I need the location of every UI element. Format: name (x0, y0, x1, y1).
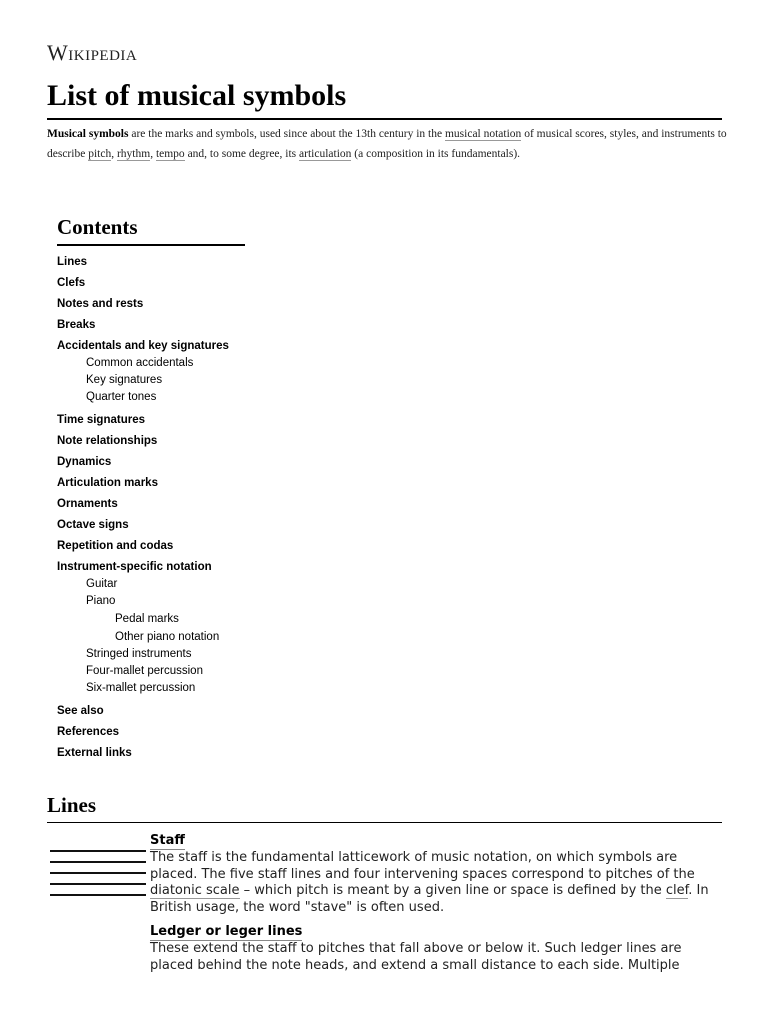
link-diatonic-scale[interactable]: diatonic scale (150, 883, 240, 898)
intro-text: are the marks and symbols, used since about the 13th century in the (128, 128, 445, 140)
toc-item-accidentals-and-key-signatures[interactable]: Accidentals and key signatures (57, 340, 229, 352)
toc-item-octave-signs[interactable]: Octave signs (57, 519, 129, 531)
toc-subsubitem-other-piano-notation[interactable]: Other piano notation (115, 631, 220, 643)
toc-item-see-also[interactable]: See also (57, 705, 104, 717)
toc-item-clefs[interactable]: Clefs (57, 277, 86, 289)
toc-item-ornaments[interactable]: Ornaments (57, 498, 118, 510)
staff-desc-text: – which pitch is meant by a given line or space is defined by the (239, 883, 666, 898)
toc-subitem-piano[interactable]: Piano (86, 595, 116, 607)
toc-item-references[interactable]: References (57, 726, 120, 738)
intro-text: and, to some degree, its (184, 148, 300, 160)
intro-text: , (111, 148, 117, 160)
toc-subitem-six-mallet-percussion[interactable]: Six-mallet percussion (86, 682, 196, 694)
ledger-entry (150, 920, 720, 974)
toc-subsubitem-pedal-marks[interactable]: Pedal marks (115, 613, 179, 625)
page-title: List of musical symbols (47, 78, 722, 120)
link-rhythm[interactable]: rhythm (116, 148, 151, 160)
toc-item-dynamics[interactable]: Dynamics (57, 456, 112, 468)
toc-item-lines[interactable]: Lines (57, 256, 88, 268)
staff-entry (150, 829, 720, 916)
toc-item-breaks[interactable]: Breaks (57, 319, 96, 331)
wikipedia-wordmark[interactable]: Wikipedia (47, 40, 138, 65)
link-pitch[interactable]: pitch (88, 148, 112, 160)
staff-desc-text: . In British usage, the word "stave" is often used. (150, 883, 709, 915)
toc-subitem-guitar[interactable]: Guitar (86, 578, 118, 590)
ledger-description: These extend the staff to pitches that fall above or below it. Such ledger lines are placed behind the note heads, and extend a small distance to each side. Multiple (150, 941, 682, 973)
toc-item-note-relationships[interactable]: Note relationships (57, 435, 158, 447)
link-tempo[interactable]: tempo (155, 148, 185, 160)
staff-line (50, 861, 146, 863)
toc-subitem-four-mallet-percussion[interactable]: Four-mallet percussion (86, 665, 203, 677)
toc-heading: Contents (57, 214, 245, 246)
toc-subitem-common-accidentals[interactable]: Common accidentals (86, 357, 194, 369)
staff-line (50, 872, 146, 874)
table-of-contents (57, 214, 257, 766)
intro-text: (a composition in its fundamentals). (351, 148, 521, 160)
section-heading-lines: Lines (47, 792, 722, 823)
staff-desc-text: The staff is the fundamental latticework of music notation, on which symbols are placed. The five staff lines and four intervening spaces correspond to pitches of the (150, 850, 695, 882)
staff-lines-figure (50, 830, 148, 900)
toc-item-external-links[interactable]: External links (57, 747, 132, 759)
toc-item-articulation-marks[interactable]: Articulation marks (57, 477, 158, 489)
intro-text: of musical scores, styles, and instruments to describe (47, 128, 727, 160)
link-musical-notation[interactable]: musical notation (444, 128, 522, 140)
toc-list (57, 254, 257, 766)
ledger-term[interactable]: Ledger or leger lines (150, 924, 303, 939)
intro-text: , (150, 148, 156, 160)
toc-subitem-stringed-instruments[interactable]: Stringed instruments (86, 648, 192, 660)
staff-description (150, 850, 720, 916)
link-clef[interactable]: clef (665, 883, 689, 898)
toc-subitem-quarter-tones[interactable]: Quarter tones (86, 391, 157, 403)
intro-paragraph (47, 124, 727, 164)
lines-entries (150, 829, 720, 978)
toc-item-repetition-and-codas[interactable]: Repetition and codas (57, 540, 174, 552)
link-articulation[interactable]: articulation (299, 148, 352, 160)
staff-line (50, 894, 146, 896)
toc-item-notes-and-rests[interactable]: Notes and rests (57, 298, 144, 310)
toc-subitem-key-signatures[interactable]: Key signatures (86, 374, 163, 386)
toc-item-instrument-specific-notation[interactable]: Instrument-specific notation (57, 561, 212, 573)
toc-item-time-signatures[interactable]: Time signatures (57, 414, 145, 426)
staff-line (50, 850, 146, 852)
staff-term[interactable]: Staff (150, 833, 185, 848)
intro-bold-term: Musical symbols (47, 128, 129, 140)
staff-line (50, 883, 146, 885)
